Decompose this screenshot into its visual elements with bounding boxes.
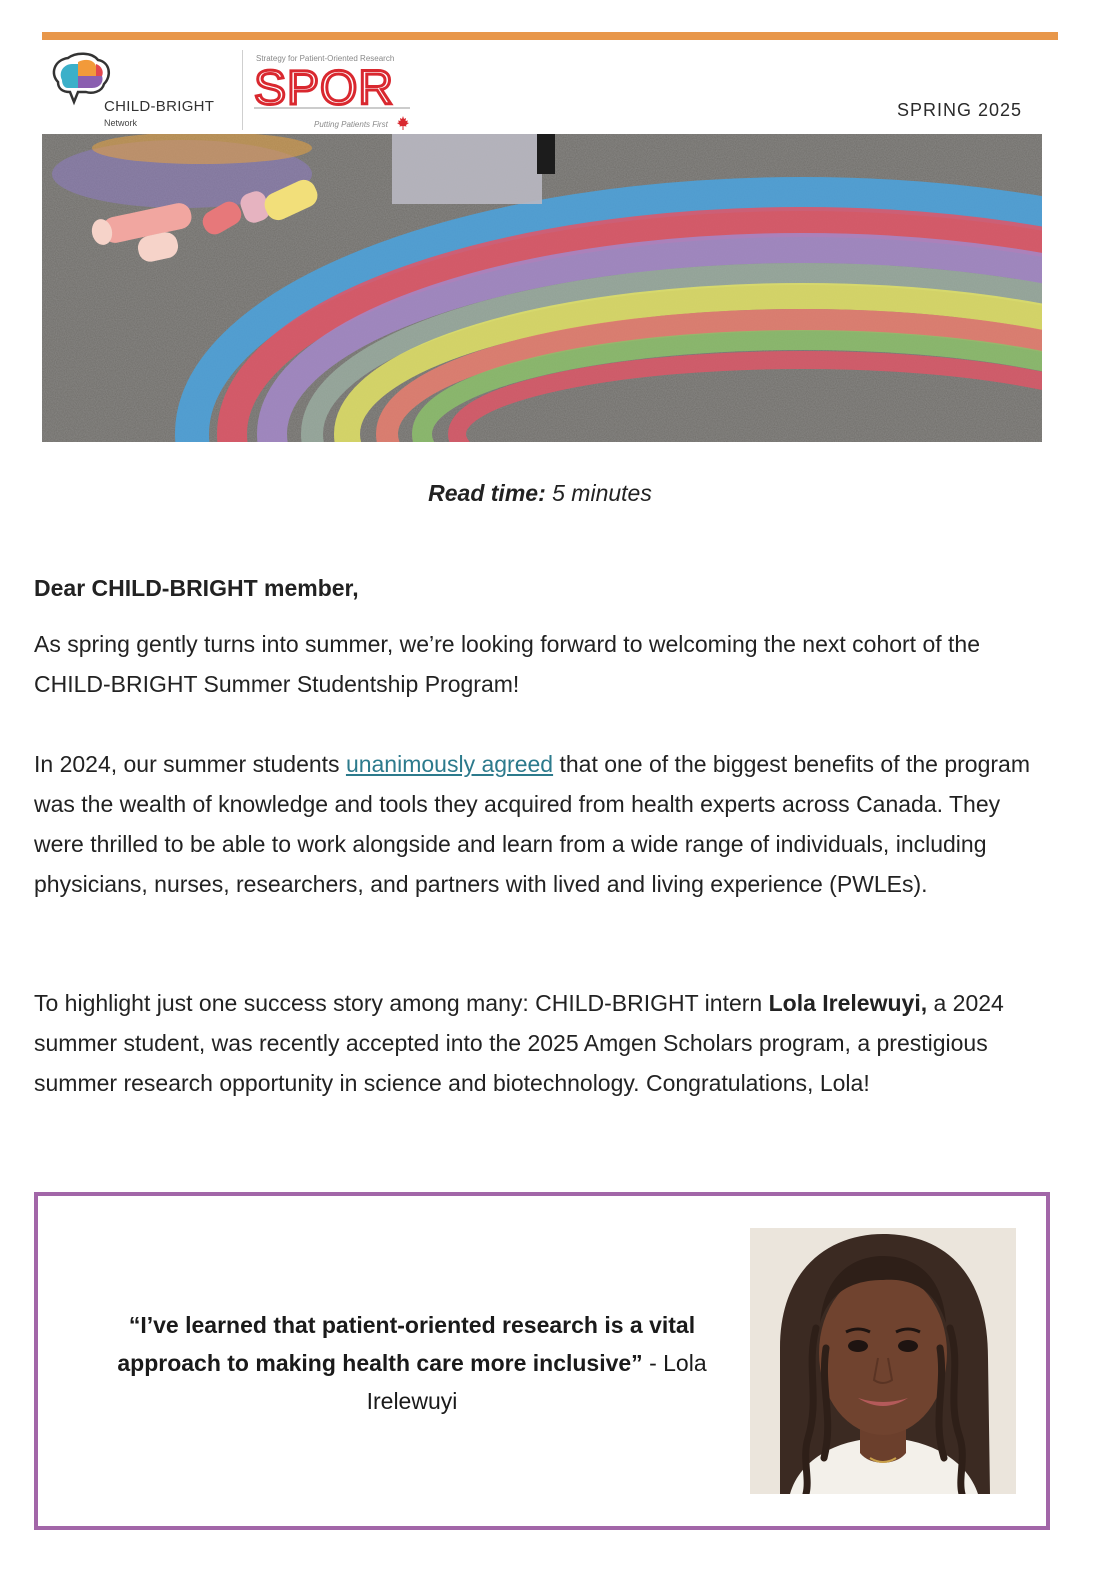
hero-image (42, 134, 1042, 442)
childbright-logo[interactable] (48, 52, 238, 132)
testimonial-quote (88, 1306, 736, 1420)
spor-logo[interactable] (254, 52, 414, 132)
spor-tagline-top: Strategy for Patient-Oriented Research (256, 54, 395, 63)
read-time-label: Read time: (428, 480, 546, 506)
issue-season: SPRING 2025 (896, 100, 1022, 120)
childbright-sub: Network (104, 118, 138, 128)
spor-wordmark (254, 62, 412, 110)
portrait-illustration (750, 1228, 1016, 1494)
story-text-start: To highlight just one success story among many: CHILD-BRIGHT intern (34, 990, 769, 1016)
unanimously-agreed-link[interactable]: unanimously agreed (345, 751, 554, 777)
chalk-rainbow-illustration (42, 134, 1042, 442)
intro-paragraph: As spring gently turns into summer, we’re looking forward to welcoming the next cohort of the CHILD-BRIGHT Summer Studentship Program! (34, 631, 981, 697)
testimonial-box (34, 1192, 1050, 1530)
svg-text:SPOR: SPOR (254, 62, 395, 110)
story-text-end: a 2024 summer student, was recently accepted into the 2025 Amgen Scholars program, a prestigious summer research opportunity in science and biotechnology. Congratulations, Lola! (34, 990, 1004, 1096)
read-time-value: 5 minutes (552, 480, 652, 506)
spor-tagline-bottom: Putting Patients First (314, 120, 388, 129)
success-story-paragraph (34, 983, 1044, 1103)
childbright-name: CHILD-BRIGHT (104, 98, 215, 115)
student-portrait-photo (750, 1228, 1016, 1494)
newsletter-header (42, 44, 1058, 134)
greeting: Dear CHILD-BRIGHT member, (34, 575, 359, 601)
student-name: Lola Irelewuyi, (768, 990, 928, 1016)
maple-leaf-icon (396, 116, 410, 130)
benefits-text-start: In 2024, our summer students (34, 751, 346, 777)
top-accent-bar (42, 32, 1058, 40)
logo-divider (242, 50, 243, 130)
benefits-paragraph (34, 744, 1044, 904)
read-time (0, 480, 1080, 507)
benefits-text-end: that one of the biggest benefits of the program was the wealth of knowledge and tools they acquired from health experts across Canada. They were thrilled to be able to work alongside and learn from a wide range of individuals, including physicians, nurses, researchers, and partners with lived and living experience (PWLEs). (34, 751, 1031, 897)
quote-text: “I’ve learned that patient-oriented research is a vital approach to making health care more inclusive” (117, 1312, 696, 1376)
quote-attribution: - Lola Irelewuyi (366, 1350, 707, 1414)
